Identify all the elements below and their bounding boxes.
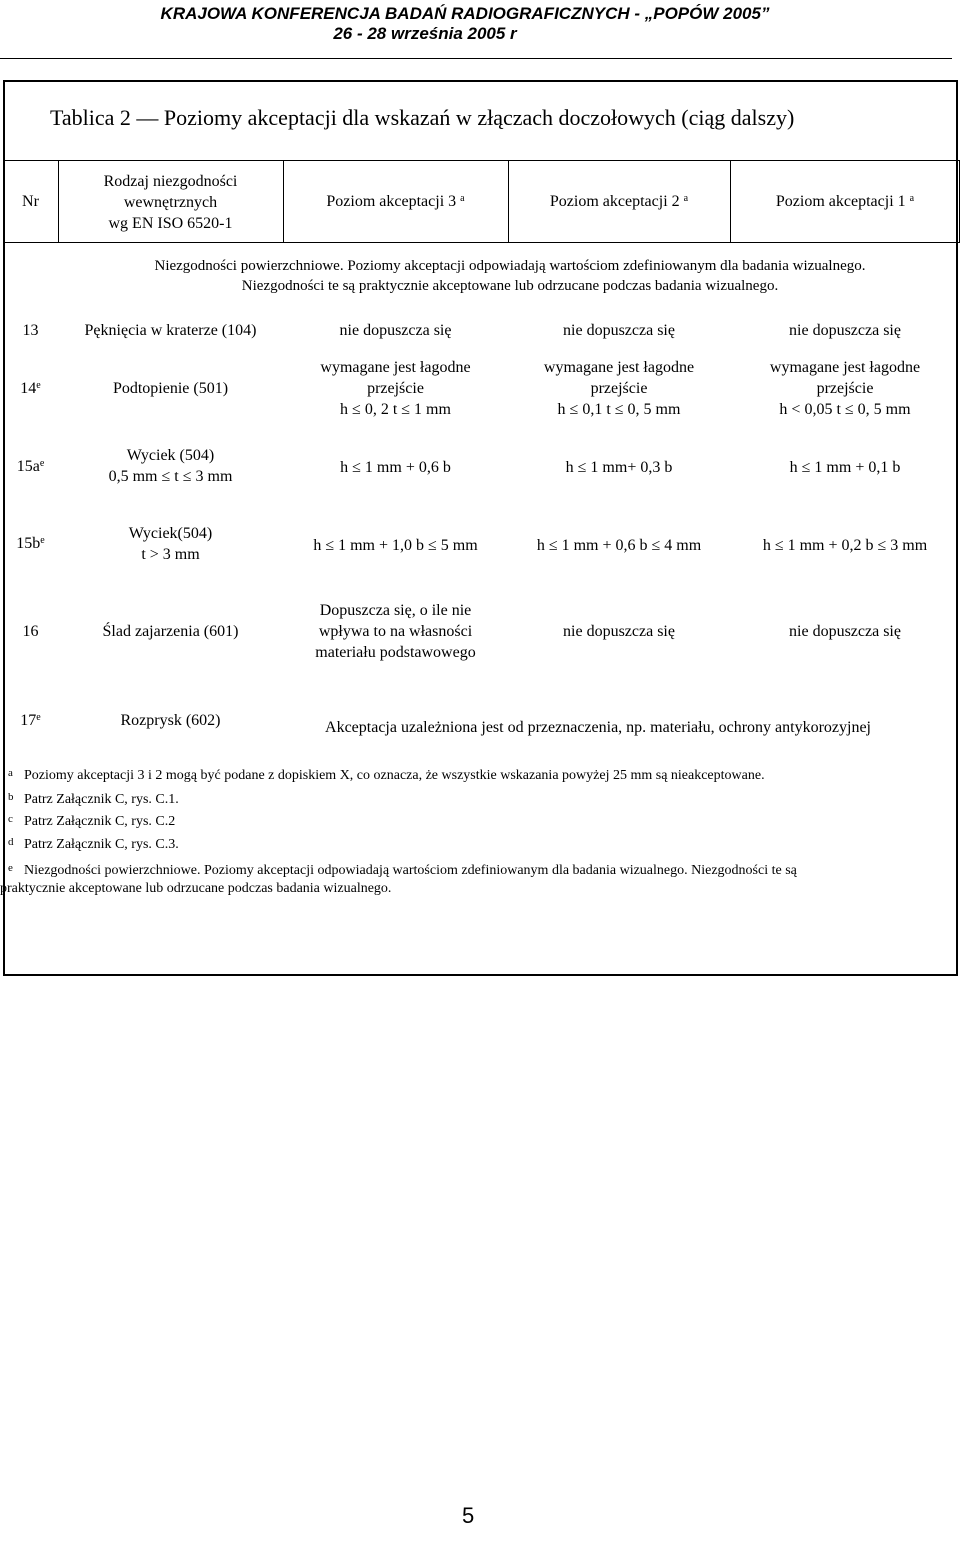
row17-type: Rozprysk (602) [120,712,221,729]
footnote-b-mark: b [8,791,14,803]
footnote-d-mark: d [8,836,14,848]
row15a-level3: h ≤ 1 mm + 0,6 b [340,459,451,476]
row13-level1: nie dopuszcza się [789,322,901,339]
conference-dates: 26 - 28 września 2005 r [333,24,517,43]
row16-level1: nie dopuszcza się [789,623,901,640]
conference-title: KRAJOWA KONFERENCJA BADAŃ RADIOGRAFICZNYCH - „POPÓW 2005” [160,4,770,23]
row16-level3: Dopuszcza się, o ile nie wpływa to na własności materiału podstawowego [315,602,476,661]
header-type-line1: Rodzaj niezgodności [103,173,238,190]
footnote-b: Patrz Załącznik C, rys. C.1. [24,792,179,807]
row13-level3: nie dopuszcza się [339,322,452,339]
row16-nr: 16 [22,623,39,640]
row15a-type: Wyciek (504) 0,5 mm ≤ t ≤ 3 mm [108,447,233,485]
footnote-e: Niezgodności powierzchniowe. Poziomy akceptacji odpowiadają wartościom zdefiniowanym dla badania wizualnego. Niezgodności te są praktycznie akceptowane lub odrzucane podczas badania wizualnego. [0,863,797,896]
row13-level2: nie dopuszcza się [563,322,675,339]
row13-type: Pęknięcia w kraterze (104) [84,322,257,339]
row16-type: Ślad zajarzenia (601) [102,623,239,640]
header-level1: Poziom akceptacji 1 $^a$ [775,193,915,210]
header-type [58,171,283,234]
row15b-level3: h ≤ 1 mm + 1,0 b ≤ 5 mm [313,537,478,554]
row15a-level2: h ≤ 1 mm+ 0,3 b [565,459,673,476]
footnote-a-mark: a [8,767,13,779]
surface-note-line1: Niezgodności powierzchniowe. Poziomy akceptacji odpowiadają wartościom zdefiniowanym dla badania wizualnego. [154,258,866,274]
row15b-level1: h ≤ 1 mm + 0,2 b ≤ 3 mm [762,537,928,554]
header-nr: Nr [22,193,39,210]
table-title: Tablica 2 — Poziomy akceptacji dla wskazań w złączach doczołowych (ciąg dalszy) [50,105,795,130]
row15b-nr: $15b^e$ [16,535,45,552]
row14-type: Podtopienie (501) [112,380,229,397]
header-type-line3: wg EN ISO 6520-1 [108,215,233,232]
row14-level1: wymagane jest łagodne przejście h < 0,05 t ≤ 0, 5 mm [769,359,921,418]
row15a-level1: h ≤ 1 mm + 0,1 b [789,459,901,476]
surface-note-line2: Niezgodności te są praktycznie akceptowane lub odrzucane podczas badania wizualnego. [241,278,779,294]
footnote-e-mark: e [8,862,13,874]
row14-level3: wymagane jest łagodne przejście h ≤ 0, 2 t ≤ 1 mm [320,359,471,418]
row14-level2: wymagane jest łagodne przejście h ≤ 0,1 t ≤ 0, 5 mm [543,359,695,418]
surface-note [80,256,940,296]
footnote-d: Patrz Załącznik C, rys. C.3. [24,837,179,852]
footnote-a: Poziomy akceptacji 3 i 2 mogą być podane z dopiskiem X, co oznacza, że wszystkie wskazania powyżej 25 mm są nieakceptowane. [24,768,765,783]
row15b-type: Wyciek(504) t > 3 mm [128,525,213,563]
footnote-c-mark: c [8,813,13,825]
row15a-nr: $15a^e$ [16,458,45,475]
row17-nr: 17e [20,712,41,729]
header-type-line2: wewnętrznych [123,194,218,211]
footnote-c: Patrz Załącznik C, rys. C.2 [24,814,176,829]
row13-nr: 13 [22,322,39,339]
header-divider [0,58,952,59]
row14-nr: 14e [20,380,41,397]
page-number: 5 [462,1503,475,1528]
row16-level2: nie dopuszcza się [563,623,675,640]
row15b-level2: h ≤ 1 mm + 0,6 b ≤ 4 mm [536,537,702,554]
header-level3: Poziom akceptacji 3 $^a$ [326,193,465,210]
header-level2: Poziom akceptacji 2 $^a$ [549,193,689,210]
row17-merged: Akceptacja uzależniona jest od przeznaczenia, np. materiału, ochrony antykorozyjnej [325,719,871,736]
